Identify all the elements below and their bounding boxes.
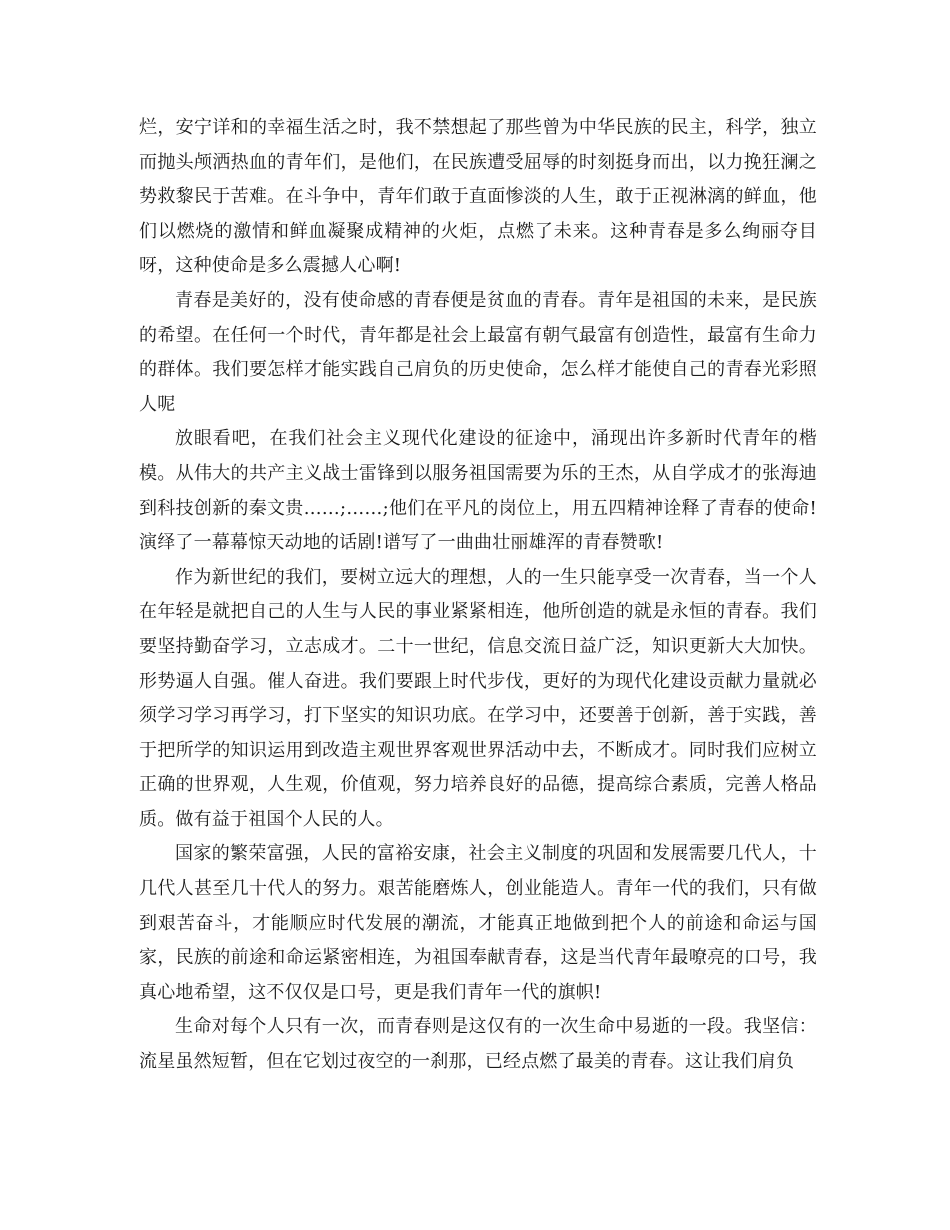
paragraph-2: 青春是美好的，没有使命感的青春便是贫血的青春。青年是祖国的未来，是民族的希望。在任何一个时代，青年都是社会上最富有朝气最富有创造性，最富有生命力的群体。我们要怎样才能实践自己肩负的历史使命，怎么样才能使自己的青春光彩照人呢: [139, 289, 817, 415]
paragraph-5: 国家的繁荣富强，人民的富裕安康，社会主义制度的巩固和发展需要几代人，十几代人甚至几十代人的努力。艰苦能磨炼人，创业能造人。青年一代的我们，只有做到艰苦奋斗，才能顺应时代发展的潮流，才能真正地做到把个人的前途和命运与国家，民族的前途和命运紧密相连，为祖国奉献青春，这是当代青年最嘹亮的口号，我真心地希望，这不仅仅是口号，更是我们青年一代的旗帜!: [139, 843, 817, 1003]
paragraph-1: 烂，安宁详和的幸福生活之时，我不禁想起了那些曾为中华民族的民主，科学，独立而抛头颅洒热血的青年们，是他们，在民族遭受屈辱的时刻挺身而出，以力挽狂澜之势救黎民于苦难。在斗争中，青年们敢于直面惨淡的人生，敢于正视淋漓的鲜血，他们以燃烧的激情和鲜血凝聚成精神的火炬，点燃了未来。这种青春是多么绚丽夺目呀，这种使命是多么震撼人心啊!: [139, 117, 817, 277]
paragraph-4: 作为新世纪的我们，要树立远大的理想，人的一生只能享受一次青春，当一个人在年轻是就把自己的人生与人民的事业紧紧相连，他所创造的就是永恒的青春。我们要坚持勤奋学习，立志成才。二十一世纪，信息交流日益广泛，知识更新大大加快。形势逼人自强。催人奋进。我们要跟上时代步伐，更好的为现代化建设贡献力量就必须学习学习再学习，打下坚实的知识功底。在学习中，还要善于创新，善于实践，善于把所学的知识运用到改造主观世界客观世界活动中去，不断成才。同时我们应树立正确的世界观，人生观，价值观，努力培养良好的品德，提高综合素质，完善人格品质。做有益于祖国个人民的人。: [139, 566, 817, 830]
paragraph-3: 放眼看吧，在我们社会主义现代化建设的征途中，涌现出许多新时代青年的楷模。从伟大的共产主义战士雷锋到以服务祖国需要为乐的王杰，从自学成才的张海迪到科技创新的秦文贵……;……;他们在平凡的岗位上，用五四精神诠释了青春的使命!演绎了一幕幕惊天动地的话剧!谱写了一曲曲壮丽雄浑的青春赞歌!: [139, 428, 817, 554]
document-body: [139, 111, 817, 1080]
paragraph-6: 生命对每个人只有一次，而青春则是这仅有的一次生命中易逝的一段。我坚信：流星虽然短暂，但在它划过夜空的一刹那，已经点燃了最美的青春。这让我们肩负: [139, 1016, 817, 1073]
